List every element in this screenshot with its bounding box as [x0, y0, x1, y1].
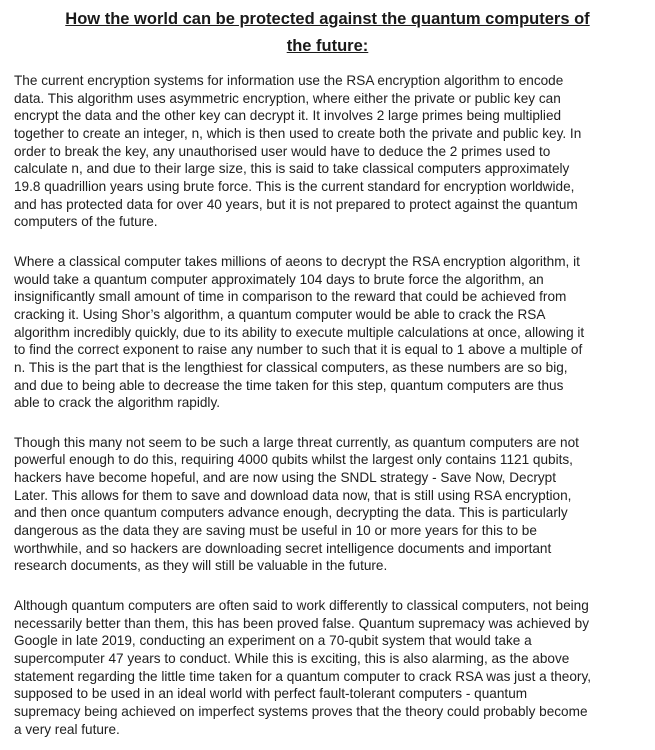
- text-line: insignificantly small amount of time in comparison to the reward that could be achieved from: [14, 289, 567, 305]
- text-line: and due to being able to decrease the time taken for this step, quantum computers are thus: [14, 377, 564, 393]
- text-line: statement regarding the little time taken for a quantum computer to crack RSA was just a theory,: [14, 668, 592, 684]
- title-line: the future:: [286, 37, 369, 55]
- text-line: supercomputer 47 years to conduct. While this is exciting, this is also alarming, as the above: [14, 651, 570, 667]
- text-line: n. This is the part that is the lengthiest for classical computers, as these numbers are so big,: [14, 359, 568, 375]
- document-body: [14, 72, 641, 738]
- text-line: and then once quantum computers advance enough, decrypting the data. This is particularly: [14, 505, 568, 521]
- text-line: and has protected data for over 40 years, but it is not prepared to protect against the quantum: [14, 196, 578, 212]
- text-line: order to break the key, any unauthorised user would have to deduce the 2 primes used to: [14, 143, 551, 159]
- text-line: would take a quantum computer approximately 104 days to brute force the algorithm, an: [14, 271, 544, 287]
- paragraph: [14, 597, 641, 738]
- text-line: calculate n, and due to their large size, this is said to take classical computers approximately: [14, 161, 570, 177]
- paragraph: [14, 253, 641, 412]
- text-line: necessarily better than them, this has been proved false. Quantum supremacy was achieved by: [14, 615, 590, 631]
- text-line: together to create an integer, n, which is then used to create both the private and public key. In: [14, 125, 582, 141]
- text-line: Where a classical computer takes millions of aeons to decrypt the RSA encryption algorithm, it: [14, 253, 580, 269]
- text-line: dangerous as the data they are saving must be useful in 10 or more years for this to be: [14, 523, 537, 539]
- paragraph: [14, 434, 641, 575]
- text-line: Although quantum computers are often said to work differently to classical computers, not being: [14, 598, 589, 614]
- text-line: The current encryption systems for information use the RSA encryption algorithm to encode: [14, 73, 564, 88]
- text-line: algorithm incredibly quickly, due to its ability to execute multiple calculations at once, allowing it: [14, 324, 585, 340]
- text-line: data. This algorithm uses asymmetric encryption, where either the private or public key can: [14, 90, 561, 106]
- text-line: hackers have become hopeful, and are now using the SNDL strategy - Save Now, Decrypt: [14, 470, 557, 486]
- text-line: cracking it. Using Shor’s algorithm, a quantum computer would be able to crack the RSA: [14, 306, 546, 322]
- text-line: computers of the future.: [14, 214, 158, 230]
- text-line: encrypt the data and the other key can decrypt it. It involves 2 large primes being multiplied: [14, 108, 562, 124]
- text-line: Though this many not seem to be such a large threat currently, as quantum computers are not: [14, 434, 579, 450]
- text-line: supposed to be used in an ideal world with perfect fault-tolerant computers - quantum: [14, 686, 528, 702]
- title-line: How the world can be protected against the quantum computers of: [65, 10, 590, 28]
- text-line: research documents, as they will still be valuable in the future.: [14, 558, 388, 574]
- text-line: worthwhile, and so hackers are downloading secret intelligence documents and important: [14, 540, 552, 556]
- text-line: powerful enough to do this, requiring 4000 qubits whilst the largest only contains 1121 qubits,: [14, 452, 573, 468]
- text-line: supremacy being achieved on imperfect systems proves that the theory could probably become: [14, 704, 588, 719]
- document-title: [14, 6, 641, 60]
- paragraph: [14, 72, 641, 231]
- text-line: Later. This allows for them to save and download data now, that is still using RSA encryption,: [14, 487, 572, 503]
- text-line: a very real future.: [14, 721, 120, 737]
- text-line: able to crack the algorithm rapidly.: [14, 395, 221, 411]
- text-line: to find the correct exponent to raise any number to such that it is equal to 1 above a multiple of: [14, 342, 583, 358]
- text-line: 19.8 quadrillion years using brute force. This is the current standard for encryption worldwide,: [14, 178, 575, 194]
- text-line: Google in late 2019, conducting an experiment on a 70-qubit system that would take a: [14, 633, 532, 649]
